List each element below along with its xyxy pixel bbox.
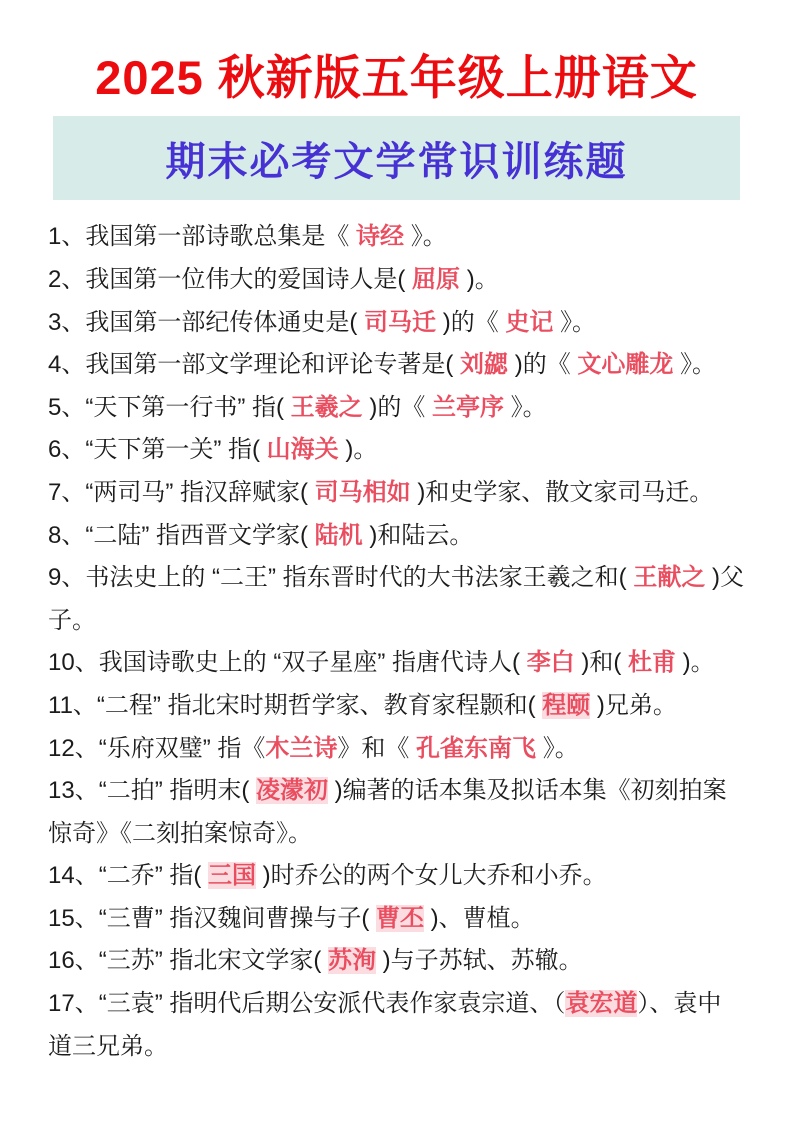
question-number: 7、 <box>48 478 86 506</box>
subtitle-banner <box>53 116 740 200</box>
question-text: 》和《 <box>337 734 417 762</box>
question-number: 11、 <box>48 691 97 719</box>
question-number: 15、 <box>48 904 99 932</box>
question-text: 我国第一位伟大的爱国诗人是( <box>85 265 413 293</box>
question-item <box>48 728 745 771</box>
answer-text: 刘勰 <box>460 351 509 379</box>
question-item <box>48 855 745 898</box>
question-text: 》。 <box>504 393 547 421</box>
question-text: “两司马” 指汉辞赋家( <box>85 478 315 506</box>
answer-text: 诗经 <box>356 223 405 251</box>
answer-text: 三国 <box>208 862 257 890</box>
question-number: 8、 <box>48 521 86 549</box>
question-item <box>48 770 745 855</box>
question-text: “二程” 指北宋时期哲学家、教育家程颢和( <box>96 691 543 719</box>
answer-text: 史记 <box>505 308 554 336</box>
page-title: 2025 秋新版五年级上册语文 <box>95 51 698 104</box>
question-number: 4、 <box>48 351 86 379</box>
question-text: ）、袁中道三兄弟。 <box>48 990 722 1060</box>
question-text: 》。 <box>536 734 579 762</box>
answer-text: 司马迁 <box>364 308 437 336</box>
question-item <box>48 302 745 345</box>
question-item <box>48 387 745 430</box>
question-text: )的《 <box>362 393 432 421</box>
answer-text: 袁宏道 <box>565 990 638 1018</box>
question-text: 》。 <box>553 308 597 336</box>
question-item <box>48 983 745 1068</box>
question-item <box>48 472 745 515</box>
question-item <box>48 429 745 472</box>
question-number: 2、 <box>48 265 86 293</box>
question-item <box>48 515 745 558</box>
answer-text: 山海关 <box>266 436 339 464</box>
question-text: )。 <box>460 265 499 293</box>
question-list <box>48 216 745 1068</box>
question-text: )和史学家、散文家司马迁。 <box>410 478 714 506</box>
answer-text: 程颐 <box>542 691 591 719</box>
question-text: )的《 <box>508 351 578 379</box>
page-subtitle: 期末必考文学常识训练题 <box>165 139 628 184</box>
question-number: 12、 <box>48 734 99 762</box>
answer-text: 曹丕 <box>376 904 425 932</box>
question-item <box>48 259 745 302</box>
question-item <box>48 642 745 685</box>
question-number: 14、 <box>48 862 99 890</box>
answer-text: 屈原 <box>412 265 461 293</box>
answer-text: 李白 <box>526 649 575 677</box>
answer-text: 王献之 <box>633 564 706 592</box>
question-text: “二陆” 指西晋文学家( <box>85 521 315 549</box>
question-item <box>48 685 745 728</box>
answer-text: 凌濛初 <box>256 777 329 805</box>
question-text: )编著的话本集及拟话本集《初刻拍案惊奇》《二刻拍案惊奇》。 <box>48 777 727 847</box>
question-number: 13、 <box>48 777 99 805</box>
question-text: )。 <box>676 649 715 677</box>
question-text: “二乔” 指( <box>98 862 209 890</box>
question-item <box>48 940 745 983</box>
question-text: )兄弟。 <box>590 691 677 719</box>
answer-text: 司马相如 <box>314 478 411 506</box>
answer-text: 兰亭序 <box>432 393 504 421</box>
question-text: 》。 <box>673 351 717 379</box>
question-text: )的《 <box>436 308 506 336</box>
question-number: 10、 <box>48 649 99 677</box>
question-text: )时乔公的两个女儿大乔和小乔。 <box>256 862 607 890</box>
answer-text: 孔雀东南飞 <box>416 734 537 762</box>
question-text: 我国第一部文学理论和评论专著是( <box>85 351 461 379</box>
question-item <box>48 344 745 387</box>
question-text: “二拍” 指明末( <box>98 777 257 805</box>
question-text: 》。 <box>404 223 447 251</box>
answer-text: 杜甫 <box>628 649 677 677</box>
answer-text: 陆机 <box>314 521 363 549</box>
question-text: )、曹植。 <box>424 904 535 932</box>
question-text: “三曹” 指汉魏间曹操与子( <box>98 904 377 932</box>
question-item <box>48 216 745 259</box>
question-number: 17、 <box>48 990 99 1018</box>
answer-text: 苏洵 <box>328 947 377 975</box>
question-item <box>48 557 745 642</box>
question-number: 6、 <box>48 436 86 464</box>
question-number: 9、 <box>48 564 86 592</box>
question-text: 书法史上的 “二王” 指东晋时代的大书法家王羲之和( <box>85 564 634 592</box>
question-text: “天下第一关” 指( <box>85 436 267 464</box>
question-text: )和陆云。 <box>362 521 474 549</box>
question-text: )和( <box>574 649 629 677</box>
question-number: 3、 <box>48 308 86 336</box>
question-text: 我国诗歌史上的 “双子星座” 指唐代诗人( <box>98 649 527 677</box>
question-text: )父子。 <box>48 564 745 634</box>
question-item <box>48 898 745 941</box>
question-number: 16、 <box>48 947 99 975</box>
question-number: 1、 <box>48 223 86 251</box>
answer-text: 文心雕龙 <box>577 351 674 379</box>
question-text: “乐府双璧” 指《 <box>98 734 266 762</box>
question-text: 我国第一部纪传体通史是( <box>85 308 365 336</box>
question-text: “三苏” 指北宋文学家( <box>98 947 329 975</box>
question-number: 5、 <box>48 393 86 421</box>
question-text: )。 <box>338 436 378 464</box>
answer-text: 木兰诗 <box>265 734 338 762</box>
answer-text: 王羲之 <box>290 393 363 421</box>
question-text: )与子苏轼、苏辙。 <box>376 947 583 975</box>
question-text: 我国第一部诗歌总集是《 <box>85 223 357 251</box>
question-text: “天下第一行书” 指( <box>85 393 291 421</box>
question-text: “三袁” 指明代后期公安派代表作家袁宗道、（ <box>98 990 566 1018</box>
